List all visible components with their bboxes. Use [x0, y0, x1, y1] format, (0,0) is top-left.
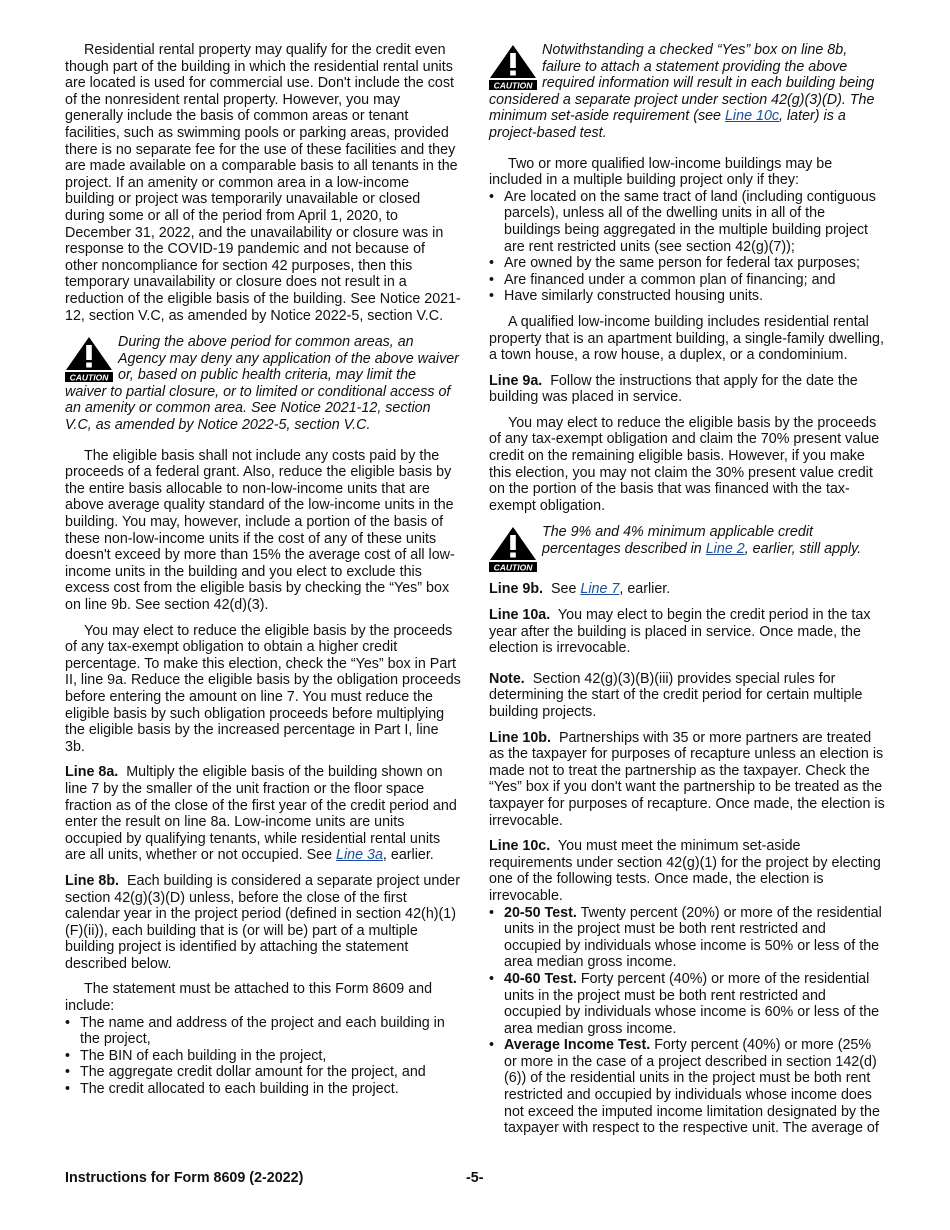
caution-text: The 9% and 4% minimum applicable credit percentages described in [542, 524, 813, 558]
link-line-3a[interactable]: Line 3a [336, 847, 383, 864]
caution-label: CAUTION [69, 372, 109, 383]
list-item: • The name and address of the project and each building in the project, [65, 1015, 461, 1048]
paragraph-tax-exempt: You may elect to reduce the eligible basis by the proceeds of any tax-exempt obligation to obtain a higher credit percentage. To make this election, check the “Yes” box in Part II, line 9a. Reduce the eligible basis by the obligation proceeds before entering the amount on line 7. You must reduce the eligible basis by such obligation proceeds before multiplying the eligible basis by the increased percentage in Part I, line 3b. [65, 622, 461, 755]
line-8a-label: Line 8a. [65, 764, 119, 781]
page-number: -5- [466, 1170, 484, 1186]
paragraph-eligible-basis: The eligible basis shall not include any costs paid by the proceeds of a federal grant. Also, reduce the eligible basis by the entire basis allocable to non-low-income units that are above average quality standard of the low-income units in the building. You may, however, include a portion of the basis of these non-low-income units if the cost of any of these units doesn't exceed by more than 15% the average cost of all low-income units in the building and you elect to exclude this excess cost from the eligible basis by checking the “Yes” box on line 9b. See section 42(d)(3). [65, 447, 455, 613]
caution-text: During the above period for common areas, an Agency may deny any application of the above waiver or, based on public health criteria, may limit the waiver to partial closure, or to limited or conditional access of an amenity or common area. See Notice 2021-12, section V.C, as amended by Notice 2022-5, section V.C. [65, 334, 459, 434]
line-10c [489, 838, 885, 904]
caution-box [489, 42, 885, 142]
caution-box [489, 524, 885, 572]
line-10b-text: Partnerships with 35 or more partners are treated as the taxpayer for purposes of recapture unless an election is made not to treat the partnership as the taxpayer. Check the “Yes” box if you don't want the partnership to be treated as the taxpayer for purposes of recapture. Once made, the election is irrevocable. [489, 729, 885, 829]
link-line-2[interactable]: Line 2 [705, 541, 745, 558]
line-10a-text: You may elect to begin the credit period in the tax year after the building is placed in service. Once made, the election is irrevocable. [489, 607, 871, 657]
test-text: Forty percent (40%) or more (25% or more in the case of a project described in section 142(d)(6)) of the residential units in the project must be both rent restricted and occupied by individuals whose income does not exceed the imputed income limitation designated by the taxpayer with respect to the respective unit. The average of [504, 1037, 880, 1137]
line-8a-text: Multiply the eligible basis of the building shown on line 7 by the smaller of the unit fraction or the floor space fraction as of the close of the first year of the credit period and enter the result on line 8a. Low-income units are units occupied by qualifying tenants, while residential rental units are all units, whether or not occupied. See [65, 764, 457, 864]
caution-icon [489, 44, 537, 90]
left-column [65, 42, 461, 1098]
link-line-10c[interactable]: Line 10c [724, 108, 780, 125]
line-8b-text: Each building is considered a separate project under section 42(g)(3)(D) unless, before the close of the first calendar year in the project period (defined in section 42(h)(1)(F)(ii)), each building that is (or will be) part of a multiple building project is identified by attaching the statement described below. [65, 872, 460, 972]
line-10a [489, 607, 885, 657]
line-8a-end: , earlier. [382, 847, 434, 864]
caution-text-end: , earlier, still apply. [744, 541, 862, 558]
list-item: • Are located on the same tract of land (including contiguous parcels), unless all of the dwelling units in all of the buildings being aggregated in the multiple building project are rent restricted units (see section 42(g)(7)); [489, 189, 885, 255]
line-9b-end: , earlier. [619, 581, 671, 598]
list-item: • The aggregate credit dollar amount for the project, and [65, 1064, 461, 1081]
line-9b-label: Line 9b. [489, 581, 544, 598]
paragraph-residential-rental: Residential rental property may qualify for the credit even though part of the building in which the residential rental units are located is used for commercial use. Don't include the cost of the nonresident rental property. However, you may generally include the basis of common areas or tenant facilities, such as swimming pools or parking areas, provided there is no separate fee for the use of these facilities and they are made available on a comparable basis to all tenants in the project. If an amenity or common area in a low-income building or project was temporarily unavailable or closed during some or all of the period from April 1, 2020, to December 31, 2022, and the unavailability or closure was in response to the COVID-19 pandemic and not because of other noncompliance for section 42 purposes, then this temporary unavailability or closure does not result in a reduction of the eligible basis of the building. See Notice 2021-12, section V.C, as amended by Notice 2022-5, section V.C. [65, 42, 461, 324]
line-10b-label: Line 10b. [489, 729, 551, 746]
list-item: • Have similarly constructed housing units. [489, 288, 885, 305]
list-item: • Are owned by the same person for federal tax purposes; [489, 255, 885, 272]
line-9a-label: Line 9a. [489, 372, 543, 389]
note-text: Section 42(g)(3)(B)(iii) provides special rules for determining the start of the credit period for certain multiple building projects. [489, 670, 863, 720]
line-9b-pre: See [550, 581, 581, 598]
list-item: • The BIN of each building in the project, [65, 1048, 461, 1065]
test-average-income [489, 1037, 885, 1137]
test-label: 40-60 Test. [504, 970, 577, 987]
right-column [489, 42, 885, 1137]
paragraph-statement: The statement must be attached to this Form 8609 and include: [65, 981, 433, 1015]
paragraph-70-percent: You may elect to reduce the eligible basis by the proceeds of any tax-exempt obligation and claim the 70% present value credit on the remaining eligible basis. However, if you make this election, you may not claim the 30% present value credit on the portion of the basis that was financed with the tax-exempt obligation. [489, 414, 880, 514]
line-8a [65, 764, 461, 864]
paragraph-multiple-buildings: Two or more qualified low-income buildings may be included in a multiple building project only if they: [489, 155, 833, 189]
caution-label: CAUTION [493, 562, 533, 573]
link-line-7[interactable]: Line 7 [580, 581, 620, 598]
test-40-60 [489, 971, 885, 1037]
caution-label: CAUTION [493, 80, 533, 90]
note [489, 671, 885, 721]
caution-box [65, 334, 461, 434]
list-item: • Are financed under a common plan of financing; and [489, 272, 885, 289]
line-10a-label: Line 10a. [489, 607, 551, 624]
test-label: Average Income Test. [504, 1037, 651, 1054]
test-20-50 [489, 905, 885, 971]
caution-text: Notwithstanding a checked “Yes” box on line 8b, failure to attach a statement providing the above required information will result in each building being considered a separate project under section 42(g)(3)(D). The minimum set-aside requirement (see [489, 42, 875, 125]
line-8b [65, 873, 461, 973]
caution-icon [65, 336, 113, 382]
line-10c-label: Line 10c. [489, 838, 551, 855]
line-9b [489, 581, 885, 598]
line-9a [489, 373, 885, 406]
caution-text-end: , later) is a project-based test. [489, 108, 846, 141]
test-label: 20-50 Test. [504, 904, 577, 921]
list-item: • The credit allocated to each building in the project. [65, 1081, 461, 1098]
test-text: Forty percent (40%) or more of the residential units in the project must be both rent restricted and occupied by individuals whose income is 60% or less of the area median gross income. [504, 970, 880, 1037]
line-8b-label: Line 8b. [65, 872, 120, 889]
line-10b [489, 730, 885, 830]
footer-title: Instructions for Form 8609 (2-2022) [65, 1170, 304, 1186]
line-10c-text: You must meet the minimum set-aside requirements under section 42(g)(1) for the project by electing one of the following tests. Once made, the election is irrevocable. [489, 838, 881, 904]
caution-icon [489, 526, 537, 572]
paragraph-qualified-building: A qualified low-income building includes residential rental property that is an apartment building, a single-family dwelling, a town house, a row house, a duplex, or a condominium. [489, 313, 884, 364]
line-9a-text: Follow the instructions that apply for the date the building was placed in service. [489, 372, 858, 406]
test-text: Twenty percent (20%) or more of the residential units in the project must be both rent restricted and occupied by individuals whose income is 50% or less of the area median gross income. [504, 904, 882, 971]
note-label: Note. [489, 670, 525, 687]
